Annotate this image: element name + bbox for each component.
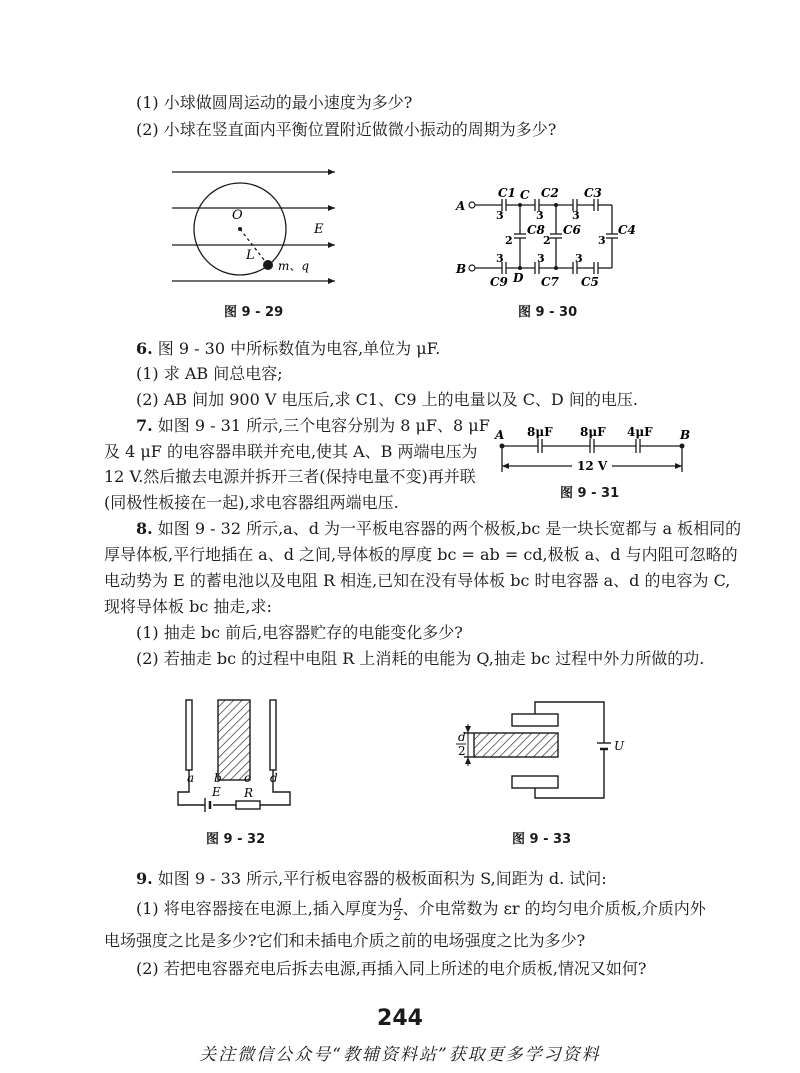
label-a: a [187, 771, 195, 785]
q6-number: 6. [136, 339, 153, 358]
value-3: 3 [496, 252, 504, 265]
label-U: U [614, 739, 625, 753]
q7-number: 7. [136, 416, 153, 435]
fig33-caption: 图 9 - 33 [512, 832, 572, 847]
voltage-12V: 12 V [577, 459, 608, 473]
fig32-caption: 图 9 - 32 [206, 832, 266, 847]
q6-part2: (2) AB 间加 900 V 电压后,求 C1、C9 上的电量以及 C、D 间的电压. [136, 390, 638, 409]
label-E: E [212, 785, 221, 799]
q5-part2: (2) 小球在竖直面内平衡位置附近做微小振动的周期为多少? [136, 120, 557, 139]
q9-part1-a: (1) 将电容器接在电源上,插入厚度为 [136, 899, 393, 918]
q7-line2: 及 4 μF 的电容器串联并充电,使其 A、B 两端电压为 [104, 442, 478, 461]
label-C6: C6 [563, 223, 581, 237]
value-3: 3 [575, 252, 583, 265]
q9-part2: (2) 若把电容器充电后拆去电源,再插入同上所述的电介质板,情况又如何? [136, 959, 647, 978]
label-D: D [513, 271, 524, 285]
label-A: A [495, 428, 505, 442]
label-A: A [456, 199, 466, 213]
value-2: 2 [543, 234, 551, 247]
label-C2: C2 [541, 186, 559, 200]
value-3: 3 [537, 252, 545, 265]
label-C5: C5 [581, 275, 599, 289]
q7-line3: 12 V.然后撤去电源并拆开三者(保持电量不变)再并联 [104, 467, 476, 486]
q9-part1-cont: 电场强度之比是多少?它们和未插电介质之前的电场强度之比为多少? [104, 931, 586, 950]
q8-line2: 厚导体板,平行地插在 a、d 之间,导体板的厚度 bc = ab = cd,极板 a、d 与内阻可忽略的 [104, 545, 738, 564]
cap-4uF: 4μF [627, 425, 653, 439]
q8-part2: (2) 若抽走 bc 的过程中电阻 R 上消耗的电能为 Q,抽走 bc 过程中外力所做的功. [136, 649, 705, 668]
label-C1: C1 [498, 186, 516, 200]
fig31-caption: 图 9 - 31 [560, 486, 620, 501]
label-L: L [246, 248, 255, 263]
q7-line4: (同极性板接在一起),求电容器组两端电压. [104, 493, 399, 512]
fraction-d-over-2: $\frac{d}{2}$ [393, 896, 402, 923]
label-c: c [244, 771, 251, 785]
q9-stem [136, 868, 607, 890]
q8-part1: (1) 抽走 bc 前后,电容器贮存的电能变化多少? [136, 623, 463, 642]
label-R: R [244, 786, 254, 800]
lower-plate [512, 776, 558, 788]
q8-line3: 电动势为 E 的蓄电池以及电阻 R 相连,已知在没有导体板 bc 时电容器 a、d 的电容为 C, [104, 571, 731, 590]
dielectric-slab [474, 733, 558, 757]
cap-8uF-2: 8μF [580, 425, 606, 439]
value-3: 3 [572, 209, 580, 222]
label-C4: C4 [618, 223, 636, 237]
q6-text: 图 9 - 30 中所标数值为电容,单位为 μF. [157, 339, 441, 358]
label-d: d [270, 771, 278, 785]
label-E: E [314, 222, 324, 237]
q9-part1-b: 、介电常数为 εr 的均匀电介质板,介质内外 [402, 899, 706, 918]
label-C9: C9 [490, 275, 508, 289]
q8-text1: 如图 9 - 32 所示,a、d 为一平板电容器的两个极板,bc 是一块长宽都与 a 板相同的 [157, 519, 742, 538]
fig30-caption: 图 9 - 30 [518, 305, 578, 320]
page-number: 244 [377, 1006, 423, 1031]
q9-number: 9. [136, 869, 153, 888]
q6-part1: (1) 求 AB 间总电容; [136, 364, 283, 383]
value-3: 3 [496, 209, 504, 222]
upper-plate [512, 714, 558, 726]
q7-text1: 如图 9 - 31 所示,三个电容分别为 8 μF、8 μF [157, 416, 490, 435]
label-d: d [458, 730, 466, 744]
label-C7: C7 [541, 275, 559, 289]
label-C3: C3 [584, 186, 602, 200]
footer-note: 关注微信公众号“教辅资料站”获取更多学习资料 [199, 1045, 601, 1065]
label-O: O [232, 208, 243, 223]
q8-number: 8. [136, 519, 153, 538]
q8-line4: 现将导体板 bc 抽走,求: [104, 597, 272, 616]
label-mq: m、q [278, 259, 310, 273]
label-B: B [456, 262, 467, 276]
value-3: 3 [598, 234, 606, 247]
q9-text: 如图 9 - 33 所示,平行板电容器的极板面积为 S,间距为 d. 试问: [157, 869, 607, 888]
value-2: 2 [505, 234, 513, 247]
label-C8: C8 [527, 223, 545, 237]
label-b: b [214, 771, 222, 785]
value-3: 3 [536, 209, 544, 222]
label-2: 2 [458, 744, 466, 758]
cap-8uF-1: 8μF [527, 425, 553, 439]
fig29-caption: 图 9 - 29 [224, 305, 284, 320]
label-C: C [520, 188, 530, 202]
q9-part1 [136, 897, 706, 922]
q5-part1: (1) 小球做圆周运动的最小速度为多少? [136, 93, 413, 112]
label-B: B [680, 428, 691, 442]
